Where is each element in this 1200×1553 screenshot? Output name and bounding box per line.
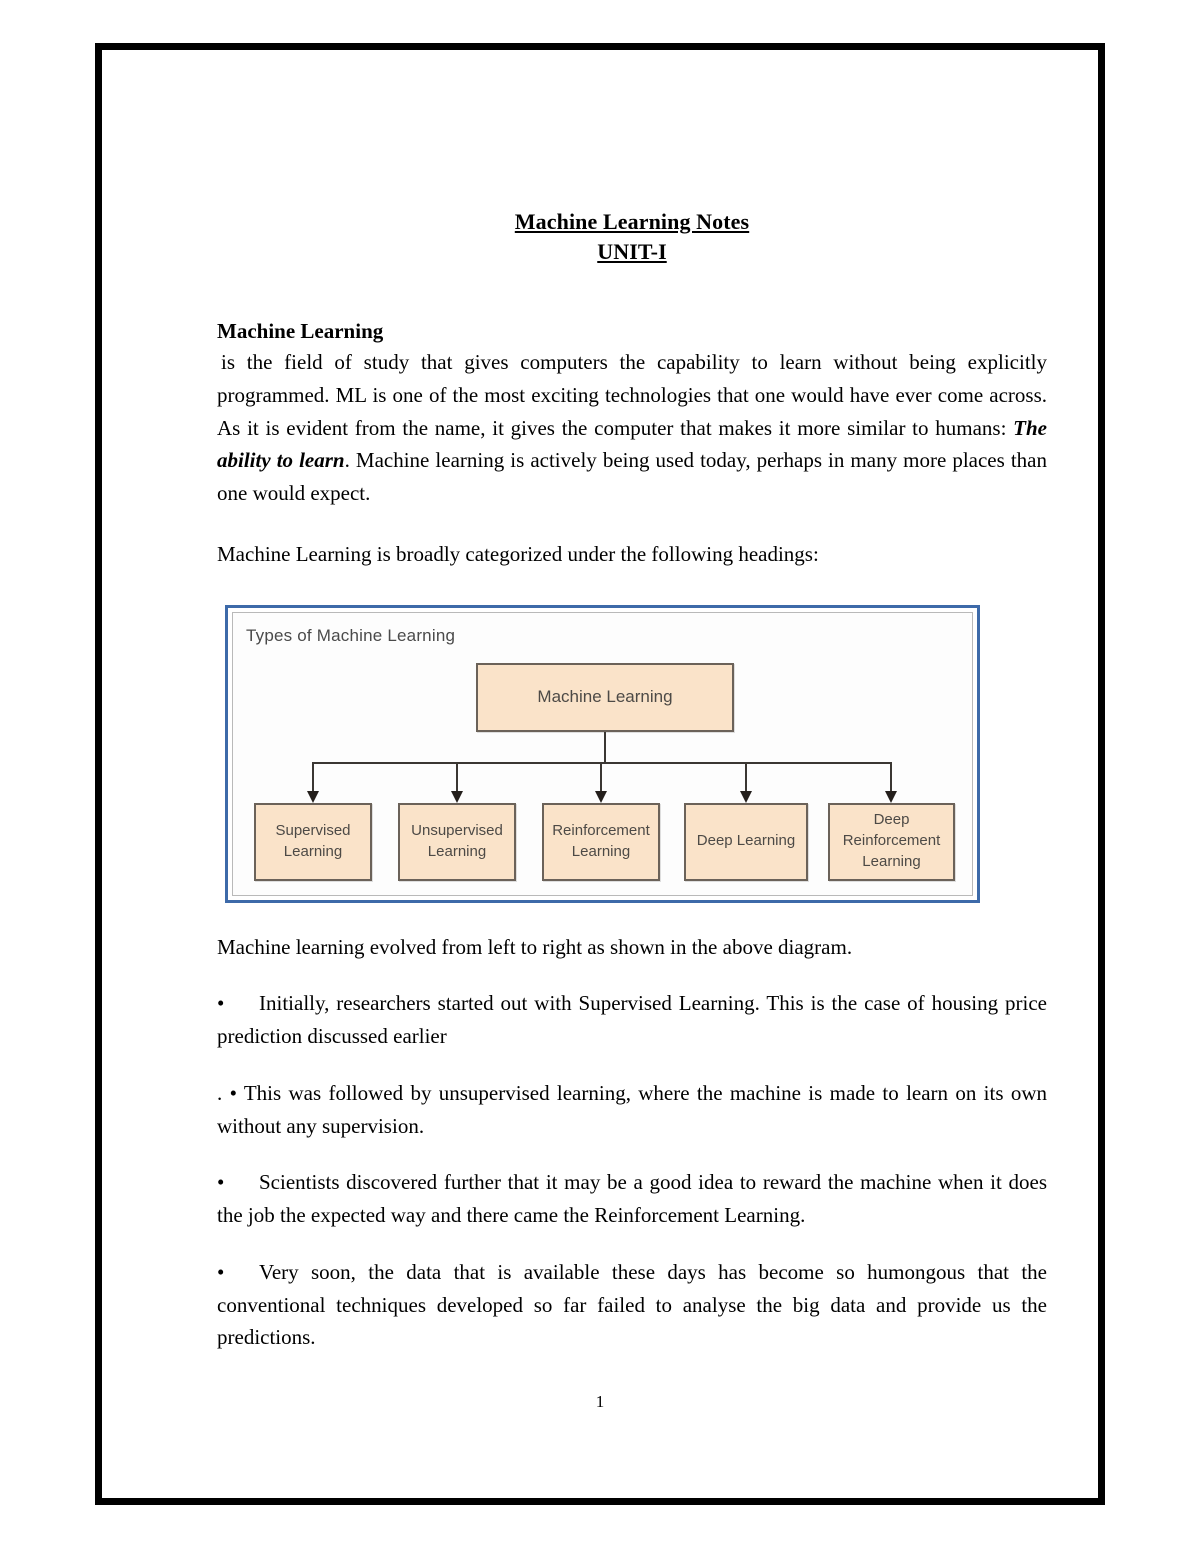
paragraph-evolved-left-to-right: Machine learning evolved from left to right as shown in the above diagram. <box>217 934 853 959</box>
connector-drop-deep-learning <box>745 764 747 794</box>
diagram-node-deep-reinforcement-learning: Deep Reinforcement Learning <box>828 803 955 881</box>
paragraph-machine-learning-definition <box>217 346 1047 510</box>
bullet-item-reinforcement <box>217 1166 1047 1232</box>
paragraph-categorized-headings: Machine Learning is broadly categorized under the following headings: <box>217 541 819 566</box>
diagram-node-machine-learning: Machine Learning <box>476 663 734 732</box>
connector-drop-unsupervised <box>456 764 458 794</box>
definition-part-one: is the field of study that gives computers the capability to learn without being explicitly programmed. ML is one of the most exciting technologies that one would have ever come across. As it is evident from the name, it gives the computer that makes it more similar to humans: <box>217 350 1047 440</box>
arrow-head-icon-supervised <box>307 791 319 803</box>
arrow-head-icon-deep-reinforcement <box>885 791 897 803</box>
connector-trunk <box>604 732 606 763</box>
bullet-marker-icon: • <box>217 1259 225 1284</box>
document-title <box>217 208 1047 236</box>
diagram-node-reinforcement-learning: Reinforcement Learning <box>542 803 660 881</box>
diagram-node-deep-learning: Deep Learning <box>684 803 808 881</box>
page-content <box>217 50 1047 1498</box>
document-subtitle <box>217 238 1047 266</box>
connector-drop-deep-reinforcement <box>890 764 892 794</box>
connector-drop-reinforcement <box>600 764 602 794</box>
bullet-marker-icon: • <box>217 1170 225 1195</box>
document-subtitle-text: UNIT-I <box>597 238 667 264</box>
connector-bus <box>312 762 892 764</box>
diagram-node-unsupervised-learning: Unsupervised Learning <box>398 803 516 881</box>
definition-part-two: . Machine learning is actively being used today, perhaps in many more places than one would expect. <box>217 448 1048 505</box>
bullet-item-big-data <box>217 1256 1047 1354</box>
arrow-head-icon-deep-learning <box>740 791 752 803</box>
diagram-node-supervised-learning: Supervised Learning <box>254 803 372 881</box>
connector-drop-supervised <box>312 764 314 794</box>
bullet-text: Very soon, the data that is available these days has become so humongous that the conventional techniques developed so far failed to analyse the big data and provide us the predictions. <box>217 1259 1047 1350</box>
arrow-head-icon-unsupervised <box>451 791 463 803</box>
bullet-text: Scientists discovered further that it may be a good idea to reward the machine when it does the job the expected way and there came the Reinforcement Learning. <box>217 1170 1047 1227</box>
page-number: 1 <box>595 1392 605 1411</box>
bullet-marker-icon: • <box>217 991 225 1016</box>
diagram-caption: Types of Machine Learning <box>246 625 456 645</box>
page-border <box>95 43 1105 1505</box>
bullet-item-supervised <box>217 987 1047 1053</box>
definition-emphasis: The ability to learn <box>217 415 1047 473</box>
bullet-item-unsupervised: . • This was followed by unsupervised learning, where the machine is made to learn on its own without any supervision. <box>217 1080 1047 1138</box>
arrow-head-icon-reinforcement <box>595 791 607 803</box>
bullet-text: Initially, researchers started out with Supervised Learning. This is the case of housing price prediction discussed earlier <box>217 991 1047 1048</box>
section-heading-machine-learning: Machine Learning <box>217 319 384 343</box>
document-title-text: Machine Learning Notes <box>514 209 750 234</box>
types-of-machine-learning-diagram <box>225 605 980 903</box>
